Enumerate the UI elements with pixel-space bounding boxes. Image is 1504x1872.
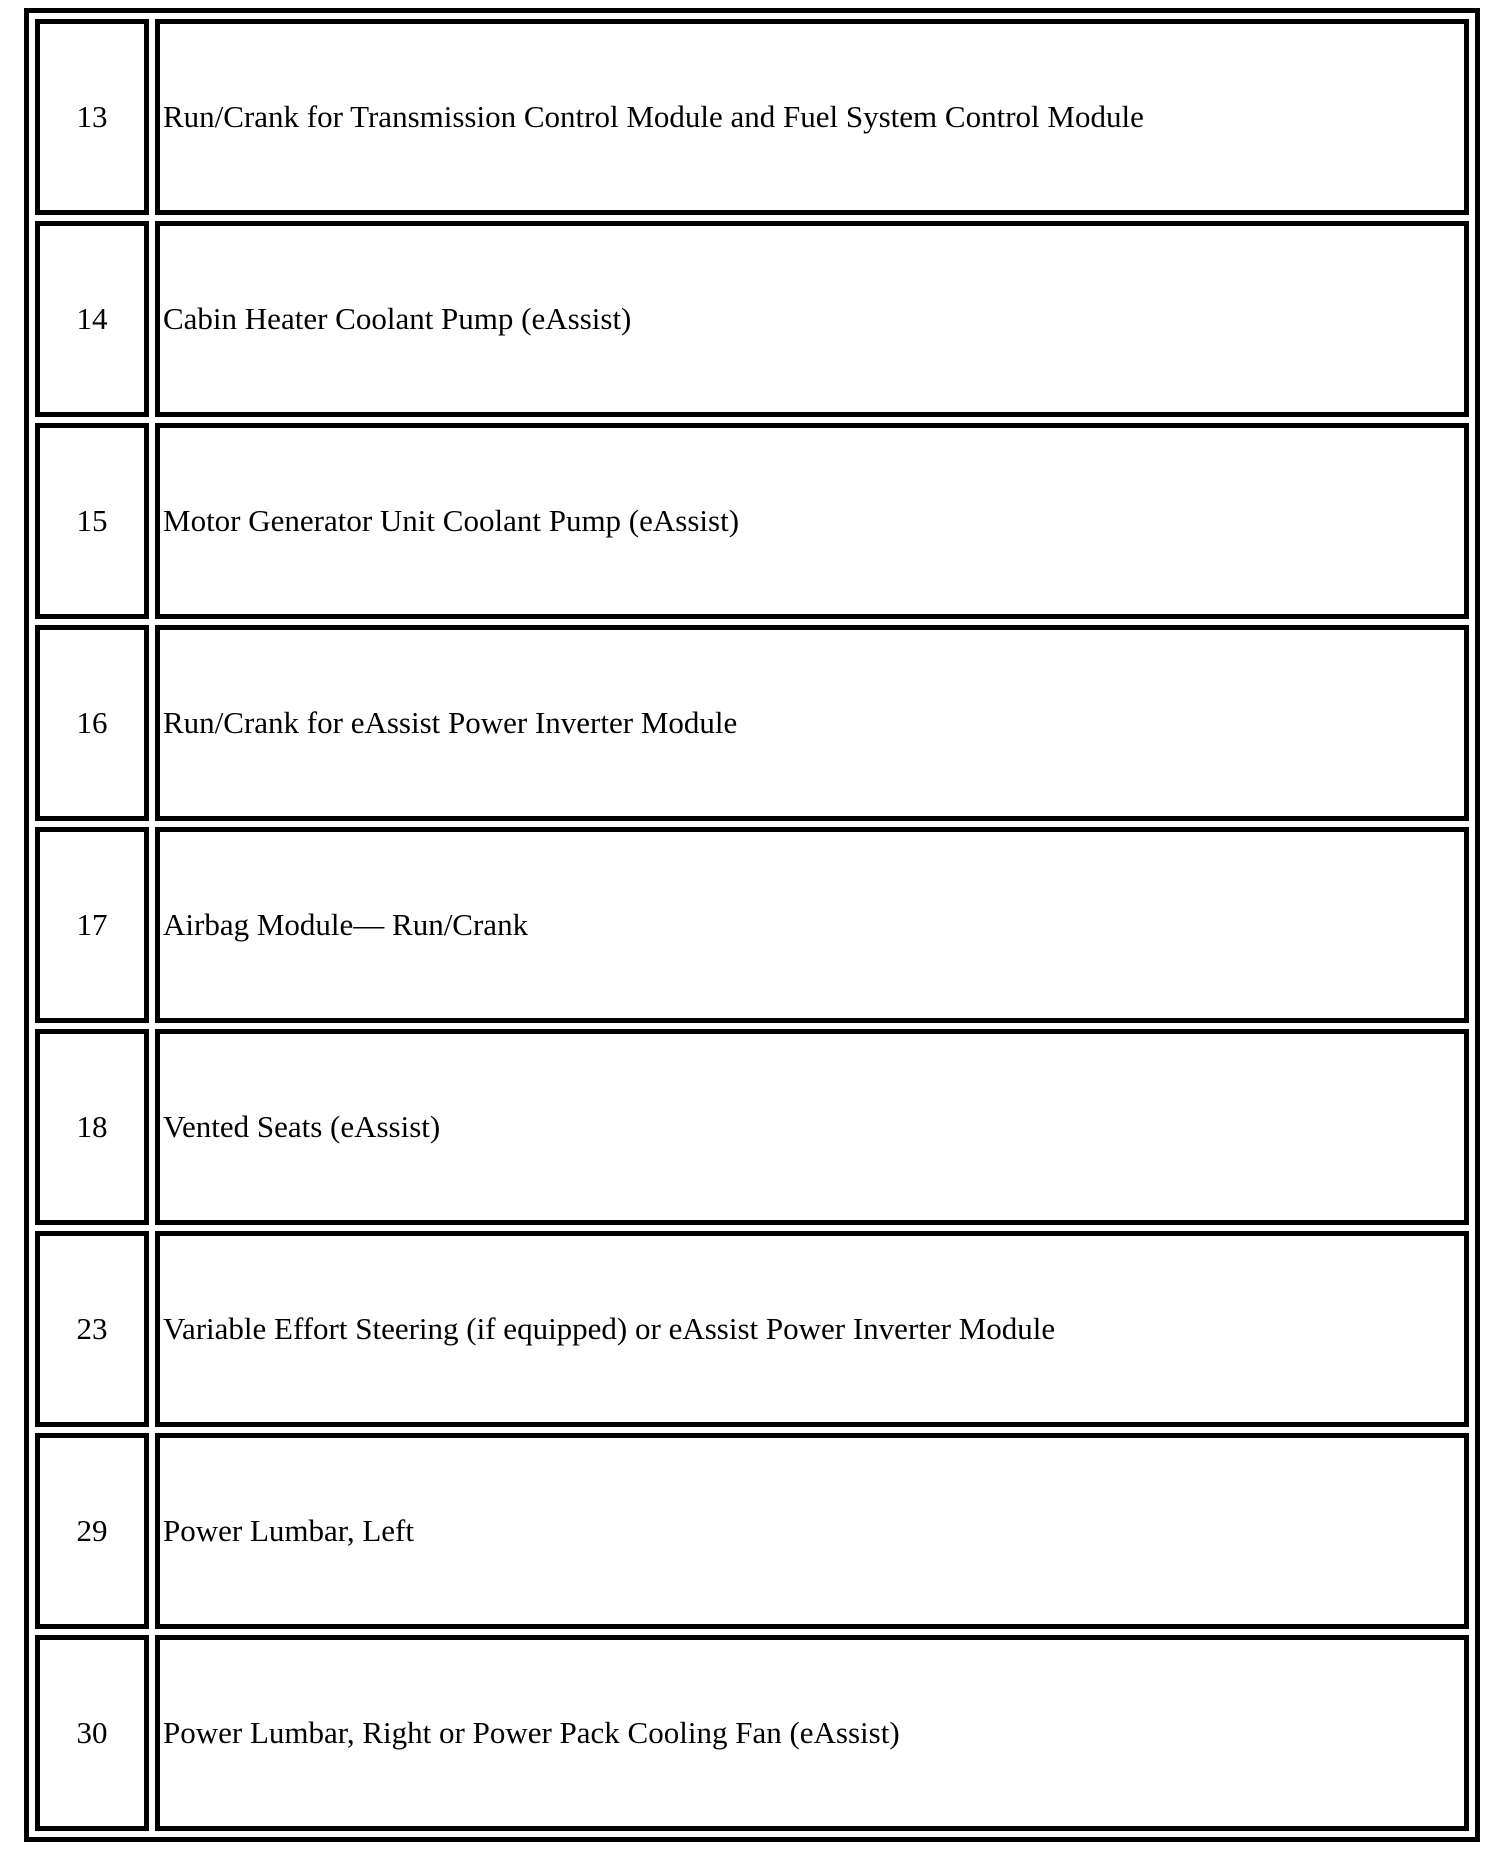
fuse-number: 23 [35, 1231, 149, 1427]
table-row [35, 1635, 1469, 1831]
fuse-usage: Power Lumbar, Left [155, 1433, 1469, 1629]
table-row [35, 1231, 1469, 1427]
fuse-usage: Motor Generator Unit Coolant Pump (eAssist) [155, 423, 1469, 619]
fuse-usage: Variable Effort Steering (if equipped) or eAssist Power Inverter Module [155, 1231, 1469, 1427]
fuse-usage: Cabin Heater Coolant Pump (eAssist) [155, 221, 1469, 417]
fuse-number: 14 [35, 221, 149, 417]
fuse-usage: Run/Crank for eAssist Power Inverter Module [155, 625, 1469, 821]
fuse-usage: Airbag Module— Run/Crank [155, 827, 1469, 1023]
fuse-number: 18 [35, 1029, 149, 1225]
table-row [35, 1433, 1469, 1629]
table-row [35, 625, 1469, 821]
fuse-usage: Power Lumbar, Right or Power Pack Cooling Fan (eAssist) [155, 1635, 1469, 1831]
fuse-usage: Run/Crank for Transmission Control Module and Fuel System Control Module [155, 19, 1469, 215]
fuse-number: 30 [35, 1635, 149, 1831]
fuse-usage-table [24, 8, 1480, 1842]
table-row [35, 221, 1469, 417]
table-row [35, 19, 1469, 215]
fuse-number: 13 [35, 19, 149, 215]
fuse-number: 17 [35, 827, 149, 1023]
table-row [35, 423, 1469, 619]
table-row [35, 827, 1469, 1023]
table-row [35, 1029, 1469, 1225]
fuse-usage: Vented Seats (eAssist) [155, 1029, 1469, 1225]
fuse-number: 16 [35, 625, 149, 821]
fuse-number: 15 [35, 423, 149, 619]
fuse-number: 29 [35, 1433, 149, 1629]
